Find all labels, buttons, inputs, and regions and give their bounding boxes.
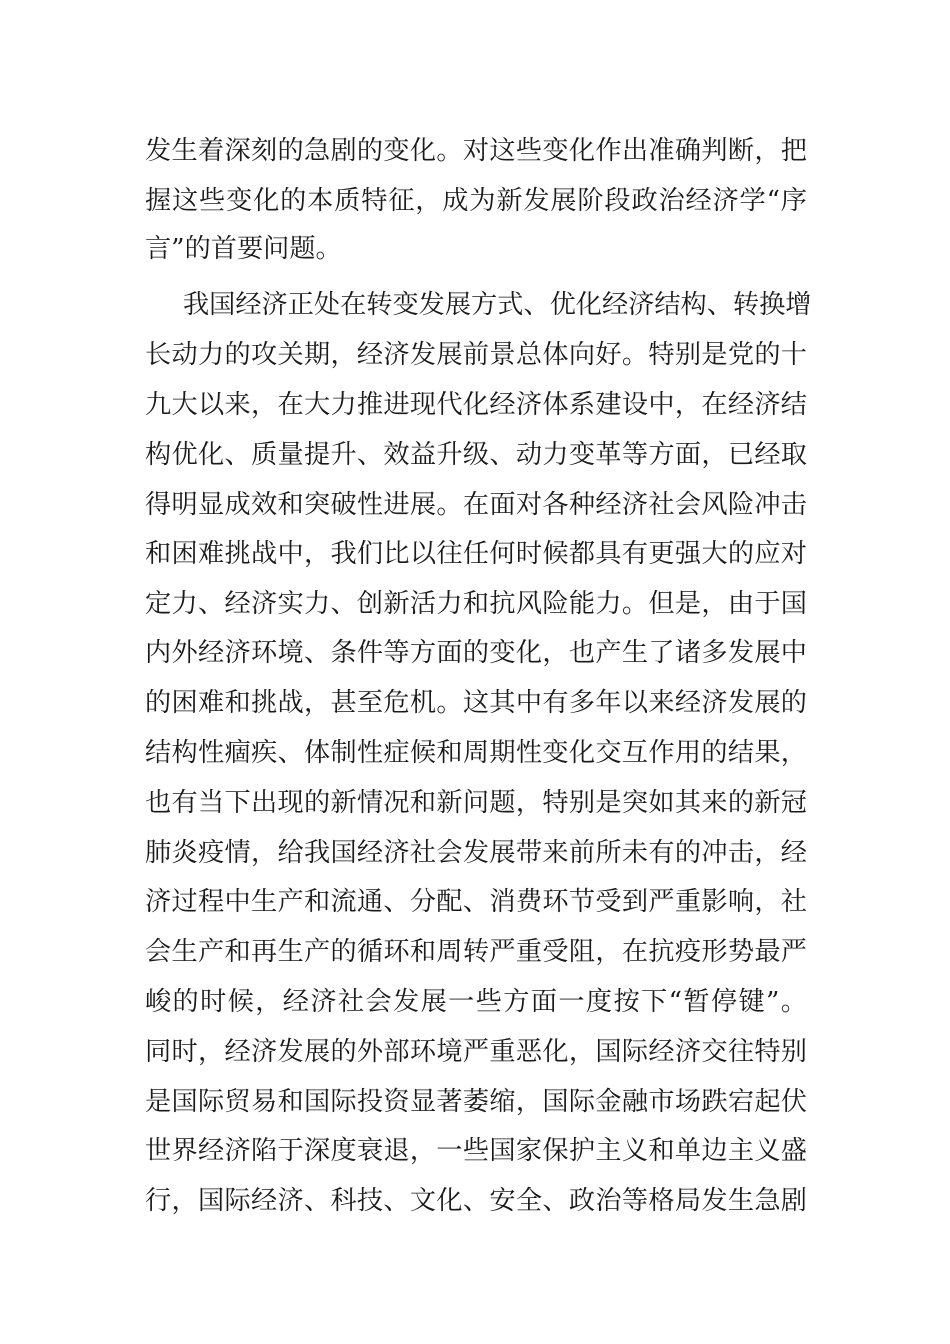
paragraph-2-line-3: 九大以来，在大力推进现代化经济体系建设中，在经济结	[145, 390, 807, 420]
paragraph-2-line-5: 得明显成效和突破性进展。在面对各种经济社会风险冲击	[145, 490, 807, 520]
paragraph-2-line-13: 济过程中生产和流通、分配、消费环节受到严重影响，社	[145, 887, 807, 917]
paragraph-2-line-11: 也有当下出现的新情况和新问题，特别是突如其来的新冠	[145, 788, 807, 818]
paragraph-1-line-1: 发生着深刻的急剧的变化。对这些变化作出准确判断，把	[145, 136, 807, 166]
paragraph-2-line-2: 长动力的攻关期，经济发展前景总体向好。特别是党的十	[145, 340, 807, 370]
paragraph-1-line-3: 言”的首要问题。	[145, 234, 342, 264]
paragraph-2-line-10: 结构性痼疾、体制性症候和周期性变化交互作用的结果，	[145, 738, 807, 768]
paragraph-2-line-7: 定力、经济实力、创新活力和抗风险能力。但是，由于国	[145, 589, 807, 619]
paragraph-2-line-19: 行，国际经济、科技、文化、安全、政治等格局发生急剧	[145, 1186, 807, 1216]
paragraph-2-line-14: 会生产和再生产的循环和周转严重受阻，在抗疫形势最严	[145, 937, 807, 967]
paragraph-2-line-8: 内外经济环境、条件等方面的变化，也产生了诸多发展中	[145, 638, 807, 668]
paragraph-2-line-18: 世界经济陷于深度衰退，一些国家保护主义和单边主义盛	[145, 1136, 807, 1166]
paragraph-2-line-16: 同时，经济发展的外部环境严重恶化，国际经济交往特别	[145, 1037, 807, 1067]
paragraph-1-line-2: 握这些变化的本质特征，成为新发展阶段政治经济学“序	[145, 186, 807, 216]
paragraph-2-line-1: 我国经济正处在转变发展方式、优化经济结构、转换增	[183, 290, 812, 320]
paragraph-2-line-6: 和困难挑战中，我们比以往任何时候都具有更强大的应对	[145, 539, 807, 569]
paragraph-2-line-17: 是国际贸易和国际投资显著萎缩，国际金融市场跌宕起伏	[145, 1087, 807, 1117]
paragraph-2-line-4: 构优化、质量提升、效益升级、动力变革等方面，已经取	[145, 440, 807, 470]
paragraph-2-line-12: 肺炎疫情，给我国经济社会发展带来前所未有的冲击，经	[145, 838, 807, 868]
paragraph-2-line-15: 峻的时候，经济社会发展一些方面一度按下“暂停键”。	[145, 987, 807, 1017]
paragraph-2-line-9: 的困难和挑战，甚至危机。这其中有多年以来经济发展的	[145, 688, 807, 718]
